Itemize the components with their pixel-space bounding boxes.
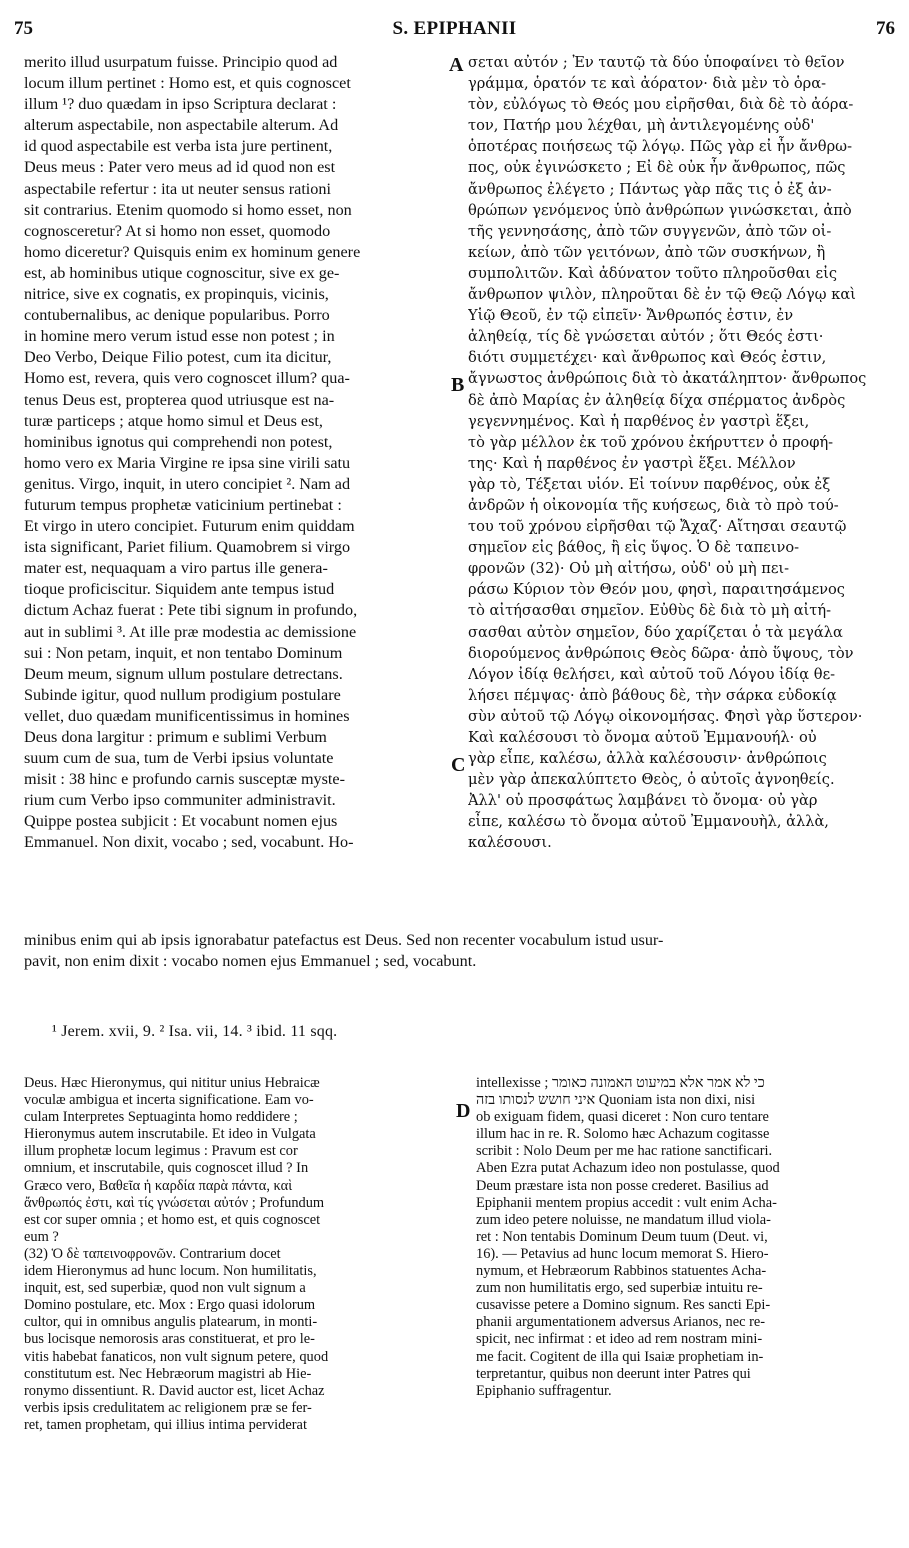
greek-line: πος, οὐκ ἐγινώσκετο ; Εἰ δὲ οὐκ ἦν ἄνθρωπος, πῶς [468,159,846,177]
notes-right-column [476,1075,894,1400]
greek-line: ὁποτέρας ποιήσεως τῷ λόγῳ. Πῶς γὰρ εἰ ἦν ἄνθρω- [468,138,853,156]
full-width-line: minibus enim qui ab ipsis ignorabatur patefactus est Deus. Sed non recenter vocabulum istud usur- [24,931,664,949]
latin-line: locum illum pertinet : Homo est, et quis cognoscet [24,74,351,93]
greek-line: σὺν αὐτοῦ τῷ Λόγῳ οἰκονομήσας. Φησὶ γὰρ ὕστερον· [468,707,863,725]
note-line: Deus. Hæc Hieronymus, qui nititur unius Hebraicæ [24,1075,320,1091]
note-line: 16). — Petavius ad hunc locum memorat S. Hiero- [476,1245,769,1262]
greek-line: καλέσουσι. [468,834,552,852]
greek-line: τον, Πατήρ μου λέχθαι, μὴ ἀντιλεγομένης οὐδ' [468,117,815,135]
latin-line: est, ab hominibus utique cognoscitur, sive ex ge- [24,263,340,282]
note-line: voculæ ambigua et incerta significatione. Eam vo- [24,1092,314,1109]
note-line: illum prophetæ locum legimus : Pravum est cor [24,1143,298,1160]
greek-line: δὲ ἀπὸ Μαρίας ἐν ἀληθείᾳ δίχα σπέρματος ἀνδρὸς [468,391,846,409]
latin-line: illum ¹? duo quædam in ipso Scriptura declarat : [24,95,337,114]
note-line: cultor, qui in omnibus angulis platearum, in monti- [24,1314,318,1331]
note-line: cusavisse petere a Domino signum. Res sancti Epi- [476,1297,771,1314]
latin-line: sui : Non petam, inquit, et non tentabo Dominum [24,643,343,662]
greek-line: του τοῦ χρόνου εἰρῆσθαι τῷ Ἄχαζ· Αἴτησαι σεαυτῷ [468,518,847,536]
latin-line: hominibus ignotus qui comprehendi non potest, [24,432,333,451]
latin-line: ista significant, Pariet filium. Quamobrem si virgo [24,538,351,557]
greek-line: διορούμενος ἀνθρώποις Θεὸς δῶρα· ἀπὸ ὕψους, τὸν [468,644,854,662]
greek-line: λήσει πέμψας· ἀπὸ βάθους δὲ, τὴν σάρκα εὐδοκίᾳ [468,686,837,704]
greek-line: γὰρ τὸ, Τέξεται υἱόν. Εἰ τοίνυν παρθένος, οὐκ ἐξ [468,475,831,493]
note-line: bus locisque nemorosis aras constituerat, et pro le- [24,1331,315,1348]
note-line: scribit : Nolo Deum per me hac ratione sanctificari. [476,1143,773,1160]
latin-line: aut in sublimi ³. At ille præ modestia ac demissione [24,622,357,641]
latin-line: Deum meum, signum ullum postulare detrectans. [24,664,343,683]
note-line: vitis habebat fanaticos, non vult signum petere, quod [24,1348,329,1365]
note-line: ob exiguam fidem, quasi diceret : Non curo tentare [476,1109,769,1126]
note-line: terpretantur, quibus non deerunt inter Patres qui [476,1365,751,1382]
latin-line: Deus meus : Pater vero meus ad id quod non est [24,158,336,177]
greek-line: μὲν γὰρ ἀπεκαλύπτετο Θεὸς, ὁ αὐτοῖς ἀγνοηθείς. [468,771,835,789]
greek-line: εἶπε, καλέσω τὸ ὄνομα αὐτοῦ Ἐμμανουὴλ, ἀλλὰ, [468,813,829,831]
section-marker-d: D [456,1100,471,1122]
latin-line: Homo est, revera, quis vero cognoscet illum? qua- [24,369,350,388]
note-line: (32) Ὁ δὲ ταπεινοφρονῶν. Contrarium docet [24,1245,281,1262]
full-width-text [24,930,892,972]
latin-line: sit contrarius. Etenim quomodo si homo esset, non [24,200,352,219]
note-line: Domino postulare, etc. Mox : Ergo quasi idolorum [24,1297,316,1314]
latin-line: alterum aspectabile, non aspectabile alterum. Ad [24,116,339,135]
latin-line: Subinde igitur, quod nullum prodigium postulare [24,685,341,704]
note-line: Aben Ezra putat Achazum ideo non postulasse, quod [476,1160,780,1177]
greek-line: ἄνθρωπον ψιλὸν, πληροῦται δὲ ἐν τῷ Θεῷ Λόγῳ καὶ [468,286,856,304]
note-line: spicit, nec infirmat : et ideo ad rem nostram mini- [476,1331,763,1348]
latin-line: Deo Verbo, Deique Filio potest, cum ita dicitur, [24,348,332,367]
latin-line: suum cum de sua, tum de Verbi ipsius voluntate [24,749,334,768]
greek-line: κείων, ἀπὸ τῶν γειτόνων, ἀπὸ τῶν συσκήνων, ἢ [468,243,826,261]
section-marker-c: C [451,754,466,776]
note-line: culam Interpretes Septuaginta homo reddidere ; [24,1109,298,1126]
greek-line: σασθαι αὐτὸν σημεῖον, δύο χαρίζεται ὁ τὰ μεγάλα [468,623,843,641]
note-line: eum ? [24,1228,59,1245]
greek-column [468,52,892,854]
note-line: ret, tamen prophetam, qui illius intima perviderat [24,1416,307,1433]
greek-line: γεγεννημένος. Καὶ ἡ παρθένος ἐν γαστρὶ ἕξει, [468,412,810,430]
note-line: constitutum est. Nec Hebræorum magistri ab Hie- [24,1365,312,1382]
greek-line: ράσω Κύριον τὸν Θεόν μου, φησὶ, παραιτησάμενος [468,581,845,599]
greek-line: Λόγον ἰδίᾳ θελήσει, καὶ αὐτοῦ τοῦ Λόγου ἰδίᾳ θε- [468,665,836,683]
note-line: intellexisse ; כי לא אמר אלא במיעוט האמונה כאומר [476,1075,765,1091]
latin-line: tioque proficiscitur. Siquidem ante tempus istud [24,580,335,599]
latin-line: vellet, duo quædam munificentissimus in homines [24,706,350,725]
latin-line: Et virgo in utero concipiet. Futurum enim quiddam [24,517,355,536]
greek-line: τῆς γεννησάσης, ἀπὸ τῶν συγγενῶν, ἀπὸ τῶν οἰ- [468,222,832,240]
latin-line: cognosceretur? At si homo non esset, quomodo [24,221,331,240]
latin-line: Quippe postea subjicit : Et vocabunt nomen ejus [24,812,338,831]
note-line: zum non humilitatis ergo, sed superbiæ intuitu re- [476,1280,763,1297]
latin-line: futurum tempus prophetæ vaticinium pertinebat : [24,495,342,514]
greek-line: γράμμα, ὁρατόν τε καὶ ἀόρατον· διὰ μὲν τὸ ὁρα- [468,75,827,93]
greek-line: Καὶ καλέσουσι τὸ ὄνομα αὐτοῦ Ἐμμανουήλ· οὐ [468,729,817,746]
greek-line: ἄνθρωπος ἐλέγετο ; Πάντως γὰρ πᾶς τις ὁ ἐξ ἀν- [468,180,832,198]
greek-line: διότι συμμετέχει· καὶ ἄνθρωπος καὶ Θεός ἐστιν, [468,349,827,367]
note-line: verbis ipsis credulitatem ac religionem præ se fer- [24,1399,312,1416]
full-width-line: pavit, non enim dixit : vocabo nomen ejus Emmanuel ; sed, vocabunt. [24,952,477,971]
note-line: idem Hieronymus ad hunc locum. Non humilitatis, [24,1263,317,1280]
greek-line: σημεῖον εἰς βάθος, ἢ εἰς ὕψος. Ὁ δὲ ταπεινο- [468,539,800,557]
greek-line: γὰρ εἶπε, καλέσω, ἀλλὰ καλέσουσιν· ἀνθρώποις [468,750,827,768]
note-line: ἄνθρωπός ἐστι, καὶ τίς γνώσεται αὐτόν ; Profundum [24,1194,325,1211]
note-line: ronymo dissentiunt. R. David auctor est, licet Achaz [24,1382,325,1399]
latin-line: nitrice, sive ex cognatis, ex propinquis, vicinis, [24,285,329,304]
latin-line: id quod aspectabile est verba ista jure pertinent, [24,137,333,156]
greek-line: τὸ γὰρ μέλλον ἐκ τοῦ χρόνου ἐκήρυττεν ὁ προφή- [468,433,834,451]
note-line: Epiphanii mentem propius accedit : vult enim Acha- [476,1194,777,1211]
latin-line: contubernalibus, ac denique popularibus. Porro [24,306,330,325]
note-line: nymum, et Hebræorum Rabbinos statuentes Acha- [476,1263,767,1280]
latin-line: rium cum Verbo ipso communiter administravit. [24,791,336,810]
footnotes: ¹ Jerem. xvii, 9. ² Isa. vii, 14. ³ ibid. 11 sqq. [52,1023,338,1040]
greek-line: Υἱῷ Θεοῦ, ἐν τῷ εἰπεῖν· Ἄνθρωπός ἐστιν, ἐν [468,307,794,325]
latin-line: aspectabile refertur : ita ut neuter sensus rationi [24,179,331,198]
note-line: illum hac in re. R. Solomo hæc Achazum cogitasse [476,1126,770,1143]
latin-line: homo diceretur? Quisquis enim ex hominum genere [24,242,361,261]
latin-line: in homine mero verum istud esse non potest ; in [24,327,335,346]
note-line: איני חושש לנסותו בזה Quoniam ista non dixi, nisi [476,1092,756,1109]
latin-line: Emmanuel. Non dixit, vocabo ; sed, vocabunt. Ho- [24,833,354,852]
running-header [14,18,895,42]
greek-line: τὸν, εὐλόγως τὸ Θεός μου εἰρῆσθαι, διὰ δὲ τὸ ἀόρα- [468,96,854,114]
latin-line: misit : 38 hinc e profundo carnis susceptæ myste- [24,770,345,789]
latin-line: tenus Deus est, propterea quod utriusque est na- [24,390,335,409]
latin-line: mater est, nequaquam a viro partus ille genera- [24,559,328,578]
greek-line: φρονῶν (32)· Οὐ μὴ αἰτήσω, οὐδ' οὐ μὴ πει- [468,560,790,578]
greek-line: ἀληθείᾳ, τίς δὲ γνώσεται αὐτόν ; ὅτι Θεός ἐστι· [468,328,824,346]
latin-line: homo vero ex Maria Virgine re ipsa sine virili satu [24,453,351,472]
notes-left-column [24,1075,449,1434]
latin-line: merito illud usurpatum fuisse. Principio quod ad [24,53,338,71]
note-line: Græco vero, Βαθεῖα ἡ καρδία παρὰ πάντα, καὶ [24,1177,293,1194]
note-line: ret : Non tentabis Dominum Deum tuum (Deut. vi, [476,1228,768,1245]
greek-line: συμπολιτῶν. Καὶ ἀδύνατον τοῦτο πληροῦσθαι εἰς [468,264,837,282]
latin-column [24,52,444,854]
latin-line: Deus dona largitur : primum e sublimi Verbum [24,728,327,746]
running-title: S. EPIPHANII [392,18,517,39]
page-number-left: 75 [14,18,33,39]
page-number-right: 76 [876,18,895,39]
note-line: Deum præstare ista non posse crederet. Basilius ad [476,1177,769,1194]
note-line: phanii argumentationem adversus Arianos, nec re- [476,1314,766,1331]
note-line: me facit. Cogitent de illa qui Isaiæ prophetiam in- [476,1348,764,1365]
greek-line: ἀνδρῶν ἡ οἰκονομία τῆς κυήσεως, διὰ τὸ πρὸ τού- [468,496,839,514]
note-line: inquit, est, sed superbiæ, quod non vult signum a [24,1280,306,1297]
latin-line: dictum Achaz fuerat : Pete tibi signum in profundo, [24,601,358,620]
greek-line: θρώπων γενόμενος ὑπὸ ἀνθρώπων γινώσκεται, ἀπὸ [468,201,852,219]
greek-line: σεται αὐτόν ; Ἐν ταυτῷ τὰ δύο ὑποφαίνει τὸ θεῖον [468,54,845,71]
note-line: Hieronymus autem inscrutabile. Et ideo in Vulgata [24,1126,316,1143]
latin-line: turæ particeps ; atque homo simul et Deus est, [24,411,323,430]
greek-line: τὸ αἰτήσασθαι σημεῖον. Εὐθὺς δὲ διὰ τὸ μὴ αἰτή- [468,602,832,620]
greek-line: Ἀλλ' οὐ προσφάτως λαμβάνει τὸ ὄνομα· οὐ γὰρ [468,792,818,810]
note-line: Epiphanio suffragentur. [476,1382,612,1399]
latin-line: genitus. Virgo, inquit, in utero concipiet ². Nam ad [24,474,351,493]
note-line: est cor super omnia ; et homo est, et quis cognoscet [24,1211,321,1228]
greek-line: της· Καὶ ἡ παρθένος ἐν γαστρὶ ἕξει. Μέλλον [468,454,796,472]
section-marker-a: A [449,54,464,76]
section-marker-b: B [451,374,465,396]
note-line: zum ideo petere noluisse, ne mandatum illud viola- [476,1211,771,1228]
greek-line: ἄγνωστος ἀνθρώποις διὰ τὸ ἀκατάληπτον· ἄνθρωπος [468,370,867,388]
note-line: omnium, et inscrutabile, quis cognoscet illud ? In [24,1160,309,1177]
